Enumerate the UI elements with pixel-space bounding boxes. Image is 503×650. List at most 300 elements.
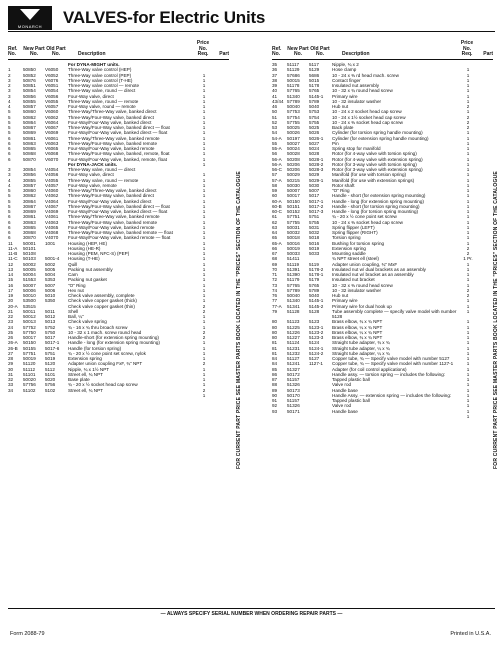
quantity-cell: 1 (202, 324, 206, 330)
quantity-cell: 1 (202, 350, 206, 356)
quantity-cell: 1 (466, 408, 470, 414)
old-part-cell: 5145-1 (309, 93, 324, 99)
old-part-cell: V4065 (45, 224, 59, 230)
description-cell: Four-Way valve, remote (68, 182, 117, 188)
new-part-cell: 51326 (287, 382, 300, 388)
description-cell: Primary wire (332, 93, 358, 99)
old-part-cell: 5119 (309, 261, 319, 267)
description-cell: Housing (PEM, NFC-S) (PEP) (68, 251, 130, 256)
ref-cell: 87 (272, 377, 278, 382)
new-part-cell: 50150 (287, 198, 300, 204)
new-part-cell: 30869 (23, 209, 36, 214)
description-cell: Cam (68, 272, 78, 277)
quantity-cell: 1 (466, 366, 470, 372)
quantity-cell: 1 (466, 335, 470, 340)
ref-cell: 21 (8, 308, 14, 314)
quantity-cell: 1 (466, 77, 470, 83)
old-part-cell: 5006 (45, 287, 56, 293)
old-part-cell: 5765 (309, 88, 320, 94)
old-part-cell: 5789 (309, 287, 320, 293)
new-part-cell: 51127 (287, 356, 300, 361)
ref-cell: 6 (8, 235, 11, 241)
old-part-cell: 5789 (309, 98, 320, 104)
quantity-cell: 1 (466, 282, 470, 288)
ref-cell: 6 (8, 219, 11, 225)
new-part-cell: 57752 (23, 324, 36, 330)
description-cell: Bushing for torsion spring (332, 240, 385, 246)
old-part-cell: 5017-6 (45, 345, 60, 351)
quantity-cell: 1 (202, 287, 206, 293)
quantity-cell: 2 (466, 104, 470, 109)
ref-cell: 6 (8, 156, 11, 162)
old-part-cell: 5019 (309, 245, 320, 251)
old-part-cell: 5750 (45, 329, 56, 335)
new-part-cell: 51226 (287, 329, 300, 335)
new-part-cell: 53515 (23, 303, 36, 309)
description-cell: Three-Way valve control (T-HE) (68, 77, 133, 83)
description-cell: Hub nut (332, 293, 349, 298)
quantity-cell: 1 (202, 392, 206, 398)
new-part-cell: 57750 (23, 329, 36, 335)
ref-cell: 3 (8, 88, 11, 94)
new-part-cell: 50027 (287, 140, 300, 146)
quantity-cell: 1 (202, 224, 206, 230)
old-part-cell: 5001-4 (45, 256, 60, 262)
description-cell: Packing nut gasket (68, 277, 107, 283)
ref-cell: 86 (272, 371, 278, 377)
ref-cell: 85 (272, 366, 278, 372)
old-part-cell: 5011 (45, 308, 55, 314)
new-part-cell: 50019 (23, 356, 36, 361)
form-number: Form 2088-79 (10, 631, 45, 637)
description-cell: Handle base (332, 408, 358, 414)
quantity-cell: 1 (466, 361, 470, 367)
new-part-cell: 50857 (23, 104, 36, 109)
description-cell: Adapter union coupling FxF, ¾" NPT (68, 361, 143, 367)
ref-cell: 46 (272, 104, 278, 109)
quantity-cell: 1 (202, 188, 206, 193)
description-cell: Brass elbow, ¼ x ¾ NPT (332, 329, 383, 335)
quantity-cell: 1 (202, 77, 206, 83)
quantity-cell: 1 (202, 245, 206, 251)
new-part-cell: 51390 (287, 272, 300, 277)
new-part-cell: 51157 (287, 398, 300, 403)
description-cell: "O" Ring (332, 188, 350, 193)
quantity-cell: 1 (466, 146, 470, 151)
ref-cell: 77 (272, 298, 278, 304)
description-cell: Four-Way/Four-Way valve, banked, remote, float (68, 156, 167, 162)
logo-text: MONARCH (17, 24, 43, 29)
new-part-cell: 50007 (23, 282, 36, 288)
old-part-cell: V6054 (45, 88, 59, 94)
description-cell: Three-Way/Four-Way valve, banked remote (68, 140, 158, 146)
description-cell: 10 - 24 x 2 socket head cap screw (332, 109, 402, 115)
quantity-cell: 1 (466, 72, 470, 78)
quantity-cell: 1 (466, 161, 470, 167)
ref-cell: 32 (8, 377, 14, 382)
description-cell: Handle Assy. — extension spring — includes the following: (332, 392, 452, 398)
ref-cell: 20 (8, 298, 14, 304)
ref-cell: 76 (272, 293, 278, 298)
description-cell: Brass elbow, ¾ x ¾ NPT (332, 335, 383, 340)
new-part-cell: 50876 (23, 77, 36, 83)
old-part-cell: 5013 (45, 319, 56, 325)
new-part-cell: 50863 (23, 140, 36, 146)
quantity-cell: 1 (466, 109, 470, 115)
quantity-cell: 2 (466, 119, 470, 125)
old-part-cell: V6060 (45, 109, 59, 115)
quantity-cell: 1 (202, 371, 206, 377)
new-part-cell: 51123 (287, 319, 300, 325)
description-cell: For DYNA-MIGHT units. (68, 62, 120, 67)
quantity-cell: 2 (202, 361, 206, 367)
description-cell: Four-Way/Four-Way valve, banked remote (68, 146, 155, 151)
ref-cell: 63 (272, 224, 278, 230)
ref-cell: 90 (272, 392, 278, 398)
new-part-cell: 50030 (287, 182, 300, 188)
old-part-cell: 5033 (309, 251, 320, 256)
quantity-cell: 1 (202, 214, 206, 220)
description-cell: Extension spring (332, 245, 366, 251)
quantity-cell: 1 (466, 177, 470, 183)
ref-cell: 56-A (272, 156, 282, 162)
description-cell: Tapped plastic ball (332, 398, 370, 403)
old-part-cell: V6062 (45, 114, 59, 120)
quantity-cell: 1 (202, 230, 206, 235)
quantity-cell: 1 (466, 219, 470, 225)
old-part-cell: 5018 (309, 235, 320, 241)
old-part-cell: 5030 (309, 182, 320, 188)
new-part-cell: 30855 (23, 177, 36, 183)
quantity-cell: 1 (202, 125, 206, 130)
ref-cell: 23 (8, 319, 14, 325)
description-cell: Check valve copper gasket (thick) (68, 298, 137, 304)
description-cell: Four-Way/Four-Way valve, banked direct — float (68, 130, 168, 136)
quantity-cell: 1 (202, 256, 206, 262)
old-part-cell: 5019 (45, 356, 56, 361)
parts-column-left (8, 36, 229, 596)
ref-cell: 5 (8, 203, 11, 209)
old-part-cell: V6065 (45, 146, 59, 151)
new-part-cell: 57765 (287, 282, 300, 288)
old-part-cell: 5004 (45, 272, 56, 277)
serial-number-banner: — ALWAYS SPECIFY SERIAL NUMBER WHEN ORDERING REPAIR PARTS — (160, 611, 343, 617)
old-part-cell: 5751 (309, 214, 320, 220)
price-note-text: FOR CURRENT PART PRICE SEE MASTER PARTS BOOK LOCATED IN THE "PRICES" SECTION OF THE CATALOGUE (493, 171, 499, 469)
ref-cell: 80 (272, 335, 278, 340)
description-cell: 10 - 32 x ¾ round head screw (332, 88, 393, 94)
description-cell: Three-Way/Four-Way valve, banked remote — float (68, 230, 173, 235)
header-old-part: Old Part No. (310, 45, 330, 57)
new-part-cell: 51157 (287, 377, 300, 382)
description-cell: Check valve spring (68, 319, 107, 325)
new-part-cell: 51102 (23, 387, 36, 393)
old-part-cell: V4054 (45, 167, 59, 172)
new-part-cell: 51227 (287, 335, 300, 340)
new-part-cell: 30862 (23, 193, 36, 199)
old-part-cell: V6061 (45, 135, 59, 141)
old-part-cell: 5127 (309, 356, 320, 361)
new-part-cell: 51129 (287, 67, 300, 73)
new-part-cell: 30864 (23, 198, 36, 204)
quantity-cell: 1 (466, 172, 470, 178)
description-cell: Three-Way/Four-Way valve, banked direct — float (68, 125, 170, 130)
description-cell: Nipple, ¾ x 1½ NPT (68, 366, 110, 372)
ref-cell: 14 (8, 272, 14, 277)
quantity-cell: 1 (466, 156, 470, 162)
old-part-cell: 5765 (309, 282, 320, 288)
new-part-cell: 51128 (287, 308, 300, 314)
old-part-cell: 5123-1 (309, 324, 324, 330)
old-part-cell: V4056 (45, 172, 59, 178)
quantity-cell: 1 (466, 266, 470, 272)
quantity-cell: 1 (202, 98, 206, 104)
price-note-text: FOR CURRENT PART PRICE SEE MASTER PARTS BOOK LOCATED IN THE "PRICES" SECTION OF THE CATALOGUE (236, 171, 242, 469)
monarch-logo (8, 6, 52, 30)
quantity-cell: 1 (202, 366, 206, 372)
old-part-cell: 5117 (309, 62, 319, 67)
table-row (272, 408, 493, 419)
ref-cell: 34 (8, 387, 14, 393)
description-cell: Three-Way/Four-Way valve, banked remote (68, 219, 158, 225)
new-part-cell: 51117 (287, 62, 300, 67)
quantity-cell: 1 (202, 203, 206, 209)
ref-cell: 5 (8, 109, 11, 115)
new-part-cell: 50029 (287, 172, 300, 178)
description-cell: Three-Way/Four-Way valve, banked, remote, float (68, 151, 170, 157)
ref-cell: 39 (272, 83, 278, 88)
new-part-cell: 57765 (287, 88, 300, 94)
quantity-cell: 1 (466, 356, 470, 361)
ref-cell: 81 (272, 340, 278, 346)
price-note-left (235, 120, 243, 520)
description-cell: Street ell, ¾ NPT (68, 387, 103, 393)
description-cell: Cylinder (for torsion spring handle mounting) (332, 130, 423, 136)
ref-cell: 1 (8, 67, 11, 73)
new-part-cell: 50155 (23, 345, 36, 351)
header-new-part: New Part No. (287, 45, 309, 57)
quantity-cell: 1 (202, 135, 206, 141)
description-cell: Four-Way valve, direct (68, 93, 114, 99)
old-part-cell: 5178-1 (309, 272, 324, 277)
ref-cell: 5 (8, 198, 11, 204)
new-part-cell: 50032 (287, 230, 300, 235)
new-part-cell: 50011 (23, 308, 36, 314)
new-part-cell: 50012 (23, 314, 36, 319)
ref-cell: 60-B (272, 203, 282, 209)
parts-list-left (8, 60, 229, 398)
quantity-cell: 1 (202, 83, 206, 88)
quantity-cell: 1 (466, 193, 470, 199)
quantity-cell: 1 (466, 209, 470, 214)
quantity-cell: 2 (202, 308, 206, 314)
description-cell: Four-Way/Four-Way valve, banked remote — float (68, 235, 171, 241)
description-cell: Tube assembly complete — specify valve model with number 5128 (332, 308, 457, 319)
new-part-cell: 50006 (23, 287, 36, 293)
description-cell: Insulated nut bracket (332, 277, 375, 283)
ref-cell: 11-C (8, 256, 18, 262)
ref-cell: 4 (8, 177, 11, 183)
ref-cell: 80 (272, 329, 278, 335)
ref-cell: 57-A (272, 177, 282, 183)
old-part-cell: 5178 (309, 83, 320, 88)
ref-cell: 84 (272, 356, 278, 361)
ref-cell: 11-B (8, 251, 18, 256)
price-note-right (492, 120, 500, 520)
ref-cell: 61 (272, 214, 278, 220)
quantity-cell: 1 (466, 135, 470, 141)
ref-cell: 16 (8, 282, 14, 288)
description-cell: Base plate (68, 377, 90, 382)
ref-cell: 91 (272, 398, 278, 403)
quantity-cell: 1 (466, 413, 470, 419)
description-cell: Handle - long (for extension spring mounting) (68, 340, 160, 346)
description-cell: Street ell, ¾ NPT (68, 371, 103, 377)
old-part-cell: V6069 (45, 130, 59, 136)
quantity-cell: 1 (202, 156, 206, 162)
quantity-cell: 2 (466, 251, 470, 256)
old-part-cell: 5755 (309, 219, 320, 225)
quantity-cell: 1 (202, 282, 206, 288)
old-part-cell: V4061 (45, 214, 59, 220)
description-cell: ¾ NPT street ell (steel) (332, 256, 379, 262)
ref-cell: 77-A (272, 303, 282, 309)
new-part-cell: 50017 (287, 193, 300, 199)
new-part-cell: 50868 (23, 151, 36, 157)
quantity-cell: 1 (466, 319, 470, 325)
old-part-cell: V6064 (45, 119, 59, 125)
description-cell: Three-Way valve control (HEP) (68, 67, 132, 73)
old-part-cell: V6067 (45, 125, 59, 130)
new-part-cell: 50870 (23, 156, 36, 162)
description-cell: Handle-short (for extension spring mounting) (68, 335, 159, 340)
old-part-cell: 5007 (45, 282, 56, 288)
new-part-cell: 51112 (23, 366, 36, 372)
description-cell: Spring stop for manifold (332, 146, 381, 151)
description-cell: Brass elbow, ¼ x ¾ NPT (332, 324, 383, 330)
new-part-cell: 51326 (287, 403, 300, 409)
new-part-cell: 50101 (23, 245, 36, 251)
new-part-cell: 51231 (287, 345, 300, 351)
quantity-cell: 1 (466, 387, 470, 393)
quantity-cell: 1 (202, 240, 206, 246)
ref-cell: 5 (8, 114, 11, 120)
quantity-cell: 1 (466, 182, 470, 188)
description-cell: Hex nut (68, 287, 84, 293)
ref-cell: 3 (8, 167, 11, 172)
new-part-cell: 57751 (23, 350, 36, 356)
quantity-cell: 2 (466, 245, 470, 251)
ref-cell: 15 (8, 277, 14, 283)
old-part-cell: 5753 (309, 109, 320, 115)
ref-cell: 56-A (272, 161, 282, 167)
description-cell: ¾ - 20 x ½ cone point set screw (332, 214, 397, 220)
new-part-cell: 50031 (287, 224, 300, 230)
old-part-cell: V6068 (45, 151, 59, 157)
new-part-cell: 50015 (287, 77, 300, 83)
ref-cell: 3 (8, 172, 11, 178)
ref-cell: 5 (8, 209, 11, 214)
new-part-cell: 51391 (287, 266, 300, 272)
quantity-cell: 1 (202, 340, 206, 346)
ref-cell: 24 (8, 324, 14, 330)
header-description: Description (78, 50, 106, 57)
quantity-cell: 1 (466, 377, 470, 382)
parts-list-right (272, 60, 493, 419)
quantity-cell: 1 (202, 88, 206, 94)
description-cell: Check valve assembly, complete (68, 293, 135, 298)
old-part-cell: 1001 (45, 240, 56, 246)
new-part-cell: 57686 (287, 72, 300, 78)
new-part-cell: 57755 (287, 119, 300, 125)
description-cell: Copper tube, ¾ — Specify valve model with number 5127 (332, 356, 450, 361)
new-part-cell: 50004 (23, 272, 36, 277)
new-part-cell: 50208 (287, 156, 300, 162)
new-part-cell: 51340 (287, 93, 300, 99)
description-cell: Nipple, ¾ x 2 (332, 62, 359, 67)
quantity-cell: 1 (466, 214, 470, 220)
quantity-cell: 1 (466, 371, 470, 377)
ref-cell: 60-A (272, 198, 282, 204)
ref-cell: 64 (272, 230, 278, 235)
old-part-cell: 5124-1 (309, 345, 324, 351)
quantity-cell: 1 (202, 151, 206, 157)
quantity-cell: 1 (466, 240, 470, 246)
new-part-cell: 51124 (287, 340, 300, 346)
new-part-cell: 50002 (23, 261, 36, 267)
ref-cell: 4 (8, 182, 11, 188)
old-part-cell: V4069 (45, 209, 59, 214)
new-part-cell: 51120 (23, 361, 36, 367)
parts-column-right (272, 36, 493, 596)
quantity-cell: 2 (202, 335, 206, 340)
quantity-cell: 1 (466, 98, 470, 104)
old-part-cell: V4055 (45, 177, 59, 183)
quantity-cell: 1 (466, 345, 470, 351)
old-part-cell: V6063 (45, 140, 59, 146)
old-part-cell: 5102 (45, 387, 56, 393)
ref-cell: 13 (8, 266, 14, 272)
new-part-cell: 50215 (287, 177, 300, 183)
new-part-cell: 51225 (287, 324, 300, 330)
description-cell: ¾ - 16 x ¾ thru broach screw (68, 324, 128, 330)
quantity-cell: 1 (466, 203, 470, 209)
ref-cell: 35 (272, 62, 278, 67)
new-part-cell: 57751 (287, 214, 300, 220)
ref-cell: 6 (8, 230, 11, 235)
old-part-cell: V4057 (45, 182, 59, 188)
new-part-cell: 50197 (287, 135, 300, 141)
old-part-cell: 5129 (309, 67, 320, 73)
ref-cell: 2 (8, 83, 11, 88)
new-part-cell: 30863 (23, 219, 36, 225)
ref-cell: 52 (272, 119, 278, 125)
header-ref: Ref. No. (8, 45, 18, 57)
quantity-cell: 1 (466, 130, 470, 136)
ref-cell: 19 (8, 293, 14, 298)
table-row (8, 387, 229, 398)
new-part-cell: 50150 (23, 340, 36, 346)
footer-rule (8, 608, 495, 609)
old-part-cell: 5017-3 (309, 209, 324, 214)
quantity-cell: 1 (466, 93, 470, 99)
new-part-cell: 50170 (287, 392, 300, 398)
ref-cell: 55 (272, 140, 278, 146)
quantity-cell: 1 (466, 224, 470, 230)
description-cell: Handle - long (for extension spring mounting) (332, 198, 424, 204)
new-part-cell: 50040 (287, 104, 300, 109)
quantity-cell: 2 (466, 114, 470, 120)
